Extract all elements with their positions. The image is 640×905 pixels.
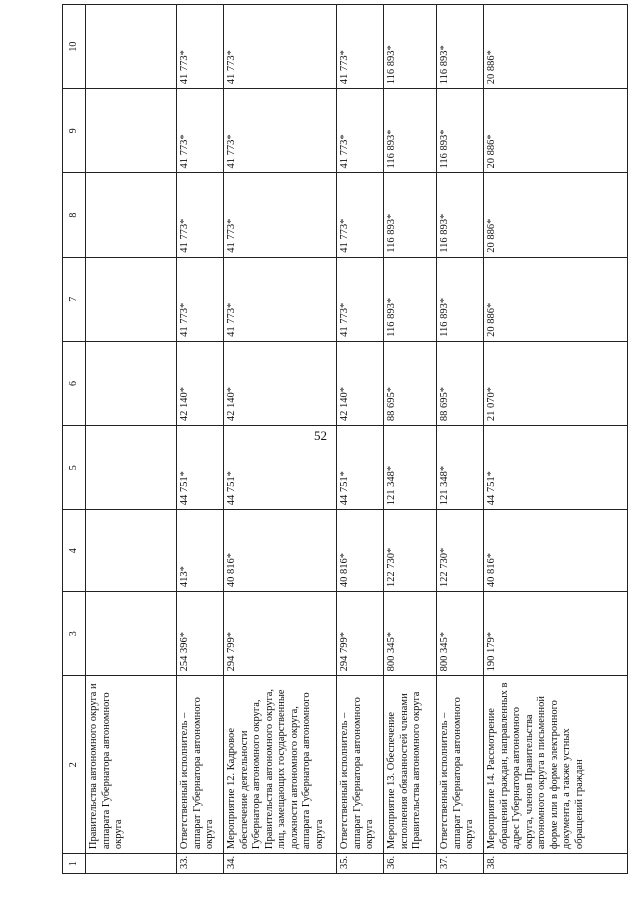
value-cell: 40 816* (484, 510, 628, 592)
value-cell: 294 799* (337, 592, 384, 676)
value-cell (86, 510, 177, 592)
value-cell: 44 751* (484, 426, 628, 510)
value-cell: 42 140* (224, 341, 337, 425)
value-cell: 116 893* (384, 257, 437, 341)
value-cell: 122 730* (437, 510, 484, 592)
value-cell: 41 773* (177, 5, 224, 89)
value-cell: 20 886* (484, 89, 628, 173)
row-description: Ответственный исполнитель – аппарат Губернатора автономного округа (177, 676, 224, 854)
value-cell: 44 751* (177, 426, 224, 510)
column-header: 6 (63, 341, 86, 425)
value-cell: 42 140* (337, 341, 384, 425)
row-number: 34. (224, 854, 337, 874)
row-description: Мероприятие 12. Кадровое обеспечение деятельности Губернатора автономного округа, Правительства автономного округа, лиц, замещающих государственные должности автономного округа, аппарата Губернатора автономного округа (224, 676, 337, 854)
row-number: 33. (177, 854, 224, 874)
value-cell: 190 179* (484, 592, 628, 676)
value-cell: 20 886* (484, 5, 628, 89)
value-cell: 122 730* (384, 510, 437, 592)
value-cell: 116 893* (384, 173, 437, 257)
value-cell: 800 345* (384, 592, 437, 676)
column-header: 9 (63, 89, 86, 173)
value-cell: 121 348* (437, 426, 484, 510)
value-cell: 41 773* (337, 257, 384, 341)
row-number: 38. (484, 854, 628, 874)
column-number-row (63, 5, 86, 874)
table-row (484, 5, 628, 874)
table-row (224, 5, 337, 874)
budget-table-rotated (62, 4, 628, 874)
row-description: Ответственный исполнитель – аппарат Губернатора автономного округа (437, 676, 484, 854)
value-cell: 116 893* (437, 89, 484, 173)
row-description: Мероприятие 13. Обеспечение исполнения обязанностей членами Правительства автономного округа (384, 676, 437, 854)
value-cell: 20 886* (484, 257, 628, 341)
value-cell (86, 257, 177, 341)
value-cell (86, 173, 177, 257)
column-header: 5 (63, 426, 86, 510)
value-cell: 41 773* (337, 89, 384, 173)
value-cell: 116 893* (437, 5, 484, 89)
value-cell: 41 773* (177, 257, 224, 341)
value-cell: 116 893* (384, 89, 437, 173)
page-number: 52 (314, 428, 327, 443)
value-cell (86, 89, 177, 173)
row-number: 37. (437, 854, 484, 874)
value-cell: 40 816* (337, 510, 384, 592)
value-cell: 41 773* (224, 5, 337, 89)
row-number (86, 854, 177, 874)
table-row (177, 5, 224, 874)
value-cell: 20 886* (484, 173, 628, 257)
table-row (86, 5, 177, 874)
column-header: 3 (63, 592, 86, 676)
value-cell: 88 695* (437, 341, 484, 425)
value-cell: 116 893* (437, 173, 484, 257)
value-cell: 41 773* (224, 173, 337, 257)
value-cell (86, 341, 177, 425)
value-cell: 88 695* (384, 341, 437, 425)
value-cell: 41 773* (224, 257, 337, 341)
table-row (337, 5, 384, 874)
table-row (384, 5, 437, 874)
column-header: 8 (63, 173, 86, 257)
value-cell: 42 140* (177, 341, 224, 425)
value-cell: 41 773* (224, 89, 337, 173)
value-cell: 41 773* (337, 5, 384, 89)
table-row (437, 5, 484, 874)
value-cell: 294 799* (224, 592, 337, 676)
value-cell: 121 348* (384, 426, 437, 510)
value-cell: 21 070* (484, 341, 628, 425)
value-cell: 41 773* (337, 173, 384, 257)
row-number: 35. (337, 854, 384, 874)
value-cell: 44 751* (224, 426, 337, 510)
budget-table (62, 4, 628, 874)
value-cell: 254 396* (177, 592, 224, 676)
value-cell: 41 773* (177, 89, 224, 173)
column-header: 10 (63, 5, 86, 89)
value-cell: 40 816* (224, 510, 337, 592)
value-cell: 44 751* (337, 426, 384, 510)
value-cell: 116 893* (437, 257, 484, 341)
row-description: Мероприятие 14. Рассмотрение обращений граждан, направленных в адрес Губернатора автономного округа, членов Правительства автономного округа в письменной форме или в форме электронного документа, а также устных обращений граждан (484, 676, 628, 854)
value-cell: 41 773* (177, 173, 224, 257)
column-header: 2 (63, 676, 86, 854)
column-header: 7 (63, 257, 86, 341)
column-header: 1 (63, 854, 86, 874)
value-cell (86, 5, 177, 89)
row-description: Ответственный исполнитель – аппарат Губернатора автономного округа (337, 676, 384, 854)
value-cell: 413* (177, 510, 224, 592)
value-cell (86, 426, 177, 510)
value-cell: 116 893* (384, 5, 437, 89)
row-number: 36. (384, 854, 437, 874)
column-header: 4 (63, 510, 86, 592)
value-cell: 800 345* (437, 592, 484, 676)
row-description: Правительства автономного округа и аппарата Губернатора автономного округа (86, 676, 177, 854)
value-cell (86, 592, 177, 676)
